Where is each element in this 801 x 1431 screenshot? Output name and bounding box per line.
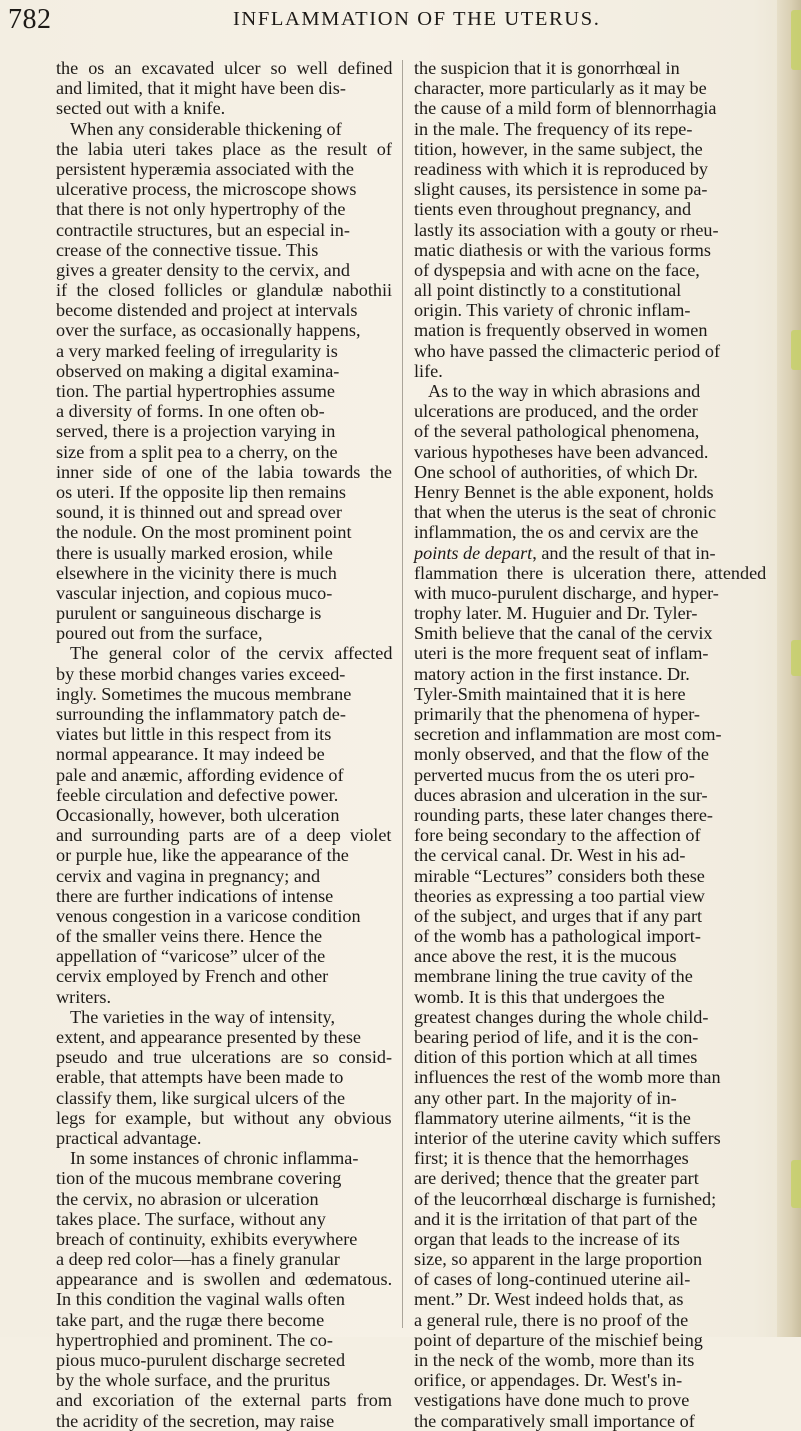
text-line: any other part. In the majority of in- <box>414 1087 677 1108</box>
text-line: perverted mucus from the os uteri pro- <box>414 764 695 785</box>
text-line: readiness with which it is reproduced by <box>414 158 708 179</box>
text-line: organ that leads to the increase of its <box>414 1228 680 1249</box>
text-line: pale and anæmic, affording evidence of <box>56 764 344 785</box>
text-line: crease of the connective tissue. This <box>56 239 319 260</box>
text-line: tients even throughout pregnancy, and <box>414 199 692 220</box>
text-line: served, there is a projection varying in <box>56 421 336 442</box>
text-line: origin. This variety of chronic inflam- <box>414 300 691 321</box>
text-line: the nodule. On the most prominent point <box>56 522 352 543</box>
edge-marker <box>791 330 801 370</box>
text-line: of dyspepsia and with acne on the face, <box>414 259 700 280</box>
text-line: Smith believe that the canal of the cervix <box>414 623 713 644</box>
text-line: by the whole surface, and the pruritus <box>56 1370 331 1391</box>
text-line: pseudo and true ulcerations are so consid- <box>56 1047 393 1068</box>
text-line: The general color of the cervix affected <box>70 643 393 664</box>
text-line: practical advantage. <box>56 1127 202 1148</box>
text-line: trophy later. M. Huguier and Dr. Tyler- <box>414 603 698 624</box>
text-line: surrounding the inflammatory patch de- <box>56 704 346 724</box>
text-line: size from a split pea to a cherry, on the <box>56 441 338 462</box>
text-line: One school of authorities, of which Dr. <box>414 461 698 482</box>
text-line: theories as expressing a too partial view <box>414 885 705 906</box>
text-line: that there is not only hypertrophy of the <box>56 199 346 220</box>
text-line: of the subject, and urges that if any part <box>414 905 703 926</box>
text-line: womb. It is this that undergoes the <box>414 986 665 1007</box>
text-line: In some instances of chronic inflamma- <box>70 1148 359 1169</box>
text-line: erable, that attempts have been made to <box>56 1067 344 1088</box>
text-line: the os an excavated ulcer so well defined <box>56 58 393 78</box>
text-line: sected out with a knife. <box>56 98 226 119</box>
text-line: hypertrophied and prominent. The co- <box>56 1329 333 1350</box>
text-line: there is usually marked erosion, while <box>56 542 333 563</box>
text-line: become distended and project at intervals <box>56 300 358 321</box>
text-line: a deep red color—has a finely granular <box>56 1249 340 1270</box>
text-line: When any considerable thickening of <box>70 118 342 139</box>
text-line: who have passed the climacteric period of <box>414 340 721 361</box>
text-line: are derived; thence that the greater part <box>414 1168 699 1189</box>
text-line: sound, it is thinned out and spread over <box>56 502 342 523</box>
text-line: slight causes, its persistence in some pa- <box>414 179 708 200</box>
text-line: vascular injection, and copious muco- <box>56 582 333 603</box>
text-line: tion of the mucous membrane covering <box>56 1168 342 1189</box>
text-line: cervix employed by French and other <box>56 966 329 987</box>
text-line: mation is frequently observed in women <box>414 320 708 341</box>
text-line: if the closed follicles or glandulæ nabothii <box>56 280 393 301</box>
text-line: ulcerations are produced, and the order <box>414 401 698 422</box>
text-line: matic diathesis or with the various forms <box>414 239 712 260</box>
page-header <box>8 4 768 44</box>
text-line: in the neck of the womb, more than its <box>414 1350 695 1370</box>
text-line: extent, and appearance presented by these <box>56 1027 361 1047</box>
text-line: tion. The partial hypertrophies assume <box>56 381 335 401</box>
text-line: of the several pathological phenomena, <box>414 421 700 442</box>
text-line: the comparatively small importance of <box>414 1410 695 1431</box>
text-line: and limited, that it might have been dis- <box>56 78 346 99</box>
edge-marker <box>791 10 801 70</box>
text-line: gives a greater density to the cervix, and <box>56 259 350 280</box>
text-line: Tyler-Smith maintained that it is here <box>414 683 686 704</box>
text-line: inflammation, the os and cervix are the <box>414 522 699 543</box>
text-line: size, so apparent in the large proportion <box>414 1249 703 1270</box>
text-line: elsewhere in the vicinity there is much <box>56 562 337 583</box>
text-line: membrane lining the true cavity of the <box>414 966 693 987</box>
text-line: ment.” Dr. West indeed holds that, as <box>414 1289 684 1310</box>
text-line: fore being secondary to the affection of <box>414 825 701 846</box>
text-line: legs for example, but without any obvious <box>56 1107 392 1128</box>
text-line: and excoriation of the external parts from <box>56 1390 393 1411</box>
text-line: the cervix, no abrasion or ulceration <box>56 1188 319 1209</box>
text-line: the labia uteri takes place as the result of <box>56 138 392 159</box>
text-line: inner side of one of the labia towards the <box>56 461 393 482</box>
text-line: interior of the uterine cavity which suffers <box>414 1127 721 1148</box>
text-line: writers. <box>56 986 112 1007</box>
text-line: life. <box>414 360 443 381</box>
text-line: Henry Bennet is the able exponent, holds <box>414 481 714 502</box>
text-line: the suspicion that it is gonorrhœal in <box>414 58 680 78</box>
text-line: Occasionally, however, both ulceration <box>56 804 340 825</box>
text-line: secretion and inflammation are most com- <box>414 724 722 745</box>
text-line: character, more particularly as it may be <box>414 78 707 99</box>
text-line: take part, and the rugæ there become <box>56 1309 325 1330</box>
text-line: poured out from the surface, <box>56 623 263 644</box>
text-line: of the leucorrhœal discharge is furnished; <box>414 1188 717 1209</box>
text-line: flammation there is ulceration there, attended <box>414 562 767 583</box>
text-line: normal appearance. It may indeed be <box>56 744 325 765</box>
text-line: over the surface, as occasionally happens, <box>56 320 361 341</box>
text-line: observed on making a digital examina- <box>56 360 340 381</box>
text-line: ingly. Sometimes the mucous membrane <box>56 683 352 704</box>
page-edge <box>777 0 801 1337</box>
text-line: mirable “Lectures” considers both these <box>414 865 705 886</box>
right-text-column <box>414 58 766 1431</box>
text-line: In this condition the vaginal walls often <box>56 1289 345 1310</box>
text-line: uteri is the more frequent seat of inflam- <box>414 643 709 664</box>
text-line: takes place. The surface, without any <box>56 1208 326 1229</box>
page-number: 782 <box>8 4 52 35</box>
text-line: and it is the irritation of that part of the <box>414 1208 698 1229</box>
text-line: os uteri. If the opposite lip then remains <box>56 481 346 502</box>
text-line: orifice, or appendages. Dr. West's in- <box>414 1370 683 1391</box>
text-line: venous congestion in a varicose condition <box>56 905 361 926</box>
text-line: tition, however, in the same subject, the <box>414 138 703 159</box>
text-line: the acridity of the secretion, may raise <box>56 1410 335 1431</box>
text-line: influences the rest of the womb more than <box>414 1067 721 1088</box>
left-text-column <box>56 58 392 1431</box>
text-line: feeble circulation and defective power. <box>56 784 339 805</box>
edge-marker <box>791 1160 801 1208</box>
text-line: and surrounding parts are of a deep violet <box>56 825 392 846</box>
text-line: that when the uterus is the seat of chronic <box>414 502 717 523</box>
text-line: monly observed, and that the flow of the <box>414 744 709 765</box>
text-line: the cervical canal. Dr. West in his ad- <box>414 845 686 866</box>
text-line: in the male. The frequency of its repe- <box>414 118 693 139</box>
text-line: points de depart, and the result of that in- <box>414 542 716 563</box>
text-line: flammatory uterine ailments, “it is the <box>414 1107 691 1128</box>
text-line: of cases of long-continued uterine ail- <box>414 1269 691 1290</box>
text-line: contractile structures, but an especial in- <box>56 219 350 240</box>
text-line: a diversity of forms. In one often ob- <box>56 401 325 422</box>
text-line: duces abrasion and ulceration in the sur- <box>414 784 708 805</box>
text-line: point of departure of the mischief being <box>414 1329 703 1350</box>
text-line: ulcerative process, the microscope shows <box>56 179 357 200</box>
running-head: INFLAMMATION OF THE UTERUS. <box>233 8 601 30</box>
text-line: vestigations have done much to prove <box>414 1390 690 1411</box>
text-line: dition of this portion which at all times <box>414 1047 698 1068</box>
text-line: cervix and vagina in pregnancy; and <box>56 865 321 886</box>
text-line: all point distinctly to a constitutional <box>414 280 682 301</box>
text-line: or purple hue, like the appearance of the <box>56 845 349 866</box>
text-line: matory action in the first instance. Dr. <box>414 663 690 684</box>
text-line: rounding parts, these later changes there- <box>414 804 713 825</box>
edge-marker <box>791 640 801 676</box>
text-line: bearing period of life, and it is the con- <box>414 1027 699 1047</box>
text-line: of the womb has a pathological import- <box>414 926 701 947</box>
text-line: The varieties in the way of intensity, <box>70 1006 335 1027</box>
text-line: viates but little in this respect from its <box>56 724 332 745</box>
text-line: first; it is thence that the hemorrhages <box>414 1148 689 1169</box>
column-divider <box>402 60 403 1328</box>
text-line: a very marked feeling of irregularity is <box>56 340 338 361</box>
text-line: breach of continuity, exhibits everywhere <box>56 1228 358 1249</box>
text-line: there are further indications of intense <box>56 885 334 906</box>
text-line: appellation of “varicose” ulcer of the <box>56 946 326 967</box>
text-line: pious muco-purulent discharge secreted <box>56 1350 346 1370</box>
text-line: by these morbid changes varies exceed- <box>56 663 346 684</box>
text-line: of the smaller veins there. Hence the <box>56 926 323 947</box>
text-line: persistent hyperæmia associated with the <box>56 158 354 179</box>
text-line: a general rule, there is no proof of the <box>414 1309 689 1330</box>
text-line: As to the way in which abrasions and <box>428 381 701 401</box>
text-line: with muco-purulent discharge, and hyper- <box>414 582 719 603</box>
text-line: classify them, like surgical ulcers of the <box>56 1087 346 1108</box>
text-line: purulent or sanguineous discharge is <box>56 603 322 624</box>
text-line: lastly its association with a gouty or rheu- <box>414 219 719 240</box>
text-line: ance above the rest, it is the mucous <box>414 946 677 967</box>
text-line: greatest changes during the whole child- <box>414 1006 709 1027</box>
text-line: appearance and is swollen and œdematous. <box>56 1269 393 1290</box>
text-line: various hypotheses have been advanced. <box>414 441 709 462</box>
text-line: primarily that the phenomena of hyper- <box>414 704 700 724</box>
text-line: the cause of a mild form of blennorrhagia <box>414 98 717 119</box>
